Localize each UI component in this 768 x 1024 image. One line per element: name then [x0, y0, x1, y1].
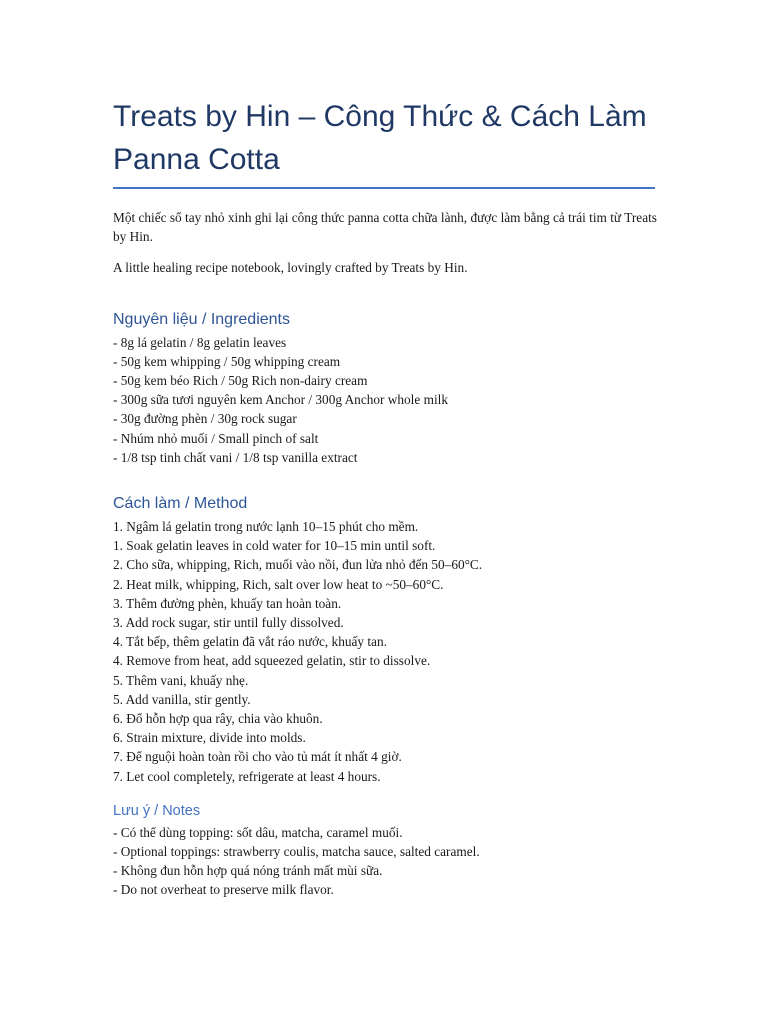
- notes-list: [113, 823, 658, 900]
- list-item: - Nhúm nhỏ muối / Small pinch of salt: [113, 430, 319, 446]
- method-step: 4. Tắt bếp, thêm gelatin đã vắt ráo nước, khuấy tan.: [113, 634, 387, 650]
- intro-english: A little healing recipe notebook, lovingly crafted by Treats by Hin.: [113, 260, 468, 276]
- list-item: - 1/8 tsp tinh chất vani / 1/8 tsp vanilla extract: [113, 449, 358, 465]
- list-item: - 30g đường phèn / 30g rock sugar: [113, 411, 297, 427]
- document-page: [113, 95, 658, 900]
- method-step: 1. Ngâm lá gelatin trong nước lạnh 10–15 phút cho mềm.: [113, 519, 419, 535]
- method-step: 4. Remove from heat, add squeezed gelatin, stir to dissolve.: [113, 653, 431, 669]
- list-item: - 50g kem béo Rich / 50g Rich non-dairy cream: [113, 373, 368, 389]
- method-steps: [113, 517, 658, 786]
- method-heading: Cách làm / Method: [113, 495, 248, 513]
- list-item: - 300g sữa tươi nguyên kem Anchor / 300g Anchor whole milk: [113, 392, 448, 408]
- list-item: - 50g kem whipping / 50g whipping cream: [113, 353, 341, 369]
- method-step: 6. Đổ hỗn hợp qua rây, chia vào khuôn.: [113, 711, 323, 727]
- note-item: - Không đun hỗn hợp quá nóng tránh mất mùi sữa.: [113, 863, 383, 879]
- list-item: - 8g lá gelatin / 8g gelatin leaves: [113, 334, 287, 350]
- method-step: 1. Soak gelatin leaves in cold water for 10–15 min until soft.: [113, 538, 436, 554]
- note-item: - Có thể dùng topping: sốt dâu, matcha, caramel muối.: [113, 824, 403, 840]
- note-item: - Do not overheat to preserve milk flavor.: [113, 882, 334, 898]
- method-step: 3. Add rock sugar, stir until fully dissolved.: [113, 615, 344, 631]
- method-step: 5. Thêm vani, khuấy nhẹ.: [113, 672, 249, 688]
- ingredients-list: [113, 333, 658, 467]
- ingredients-heading: Nguyên liệu / Ingredients: [113, 310, 290, 328]
- method-step: 2. Cho sữa, whipping, Rich, muối vào nồi, đun lửa nhỏ đến 50–60°C.: [113, 557, 483, 573]
- intro-vietnamese: Một chiếc sổ tay nhỏ xinh ghi lại công thức panna cotta chữa lành, được làm bằng cả trái tim từ Treats by Hin.: [113, 210, 657, 245]
- method-step: 7. Để nguội hoàn toàn rồi cho vào tủ mát ít nhất 4 giờ.: [113, 749, 402, 765]
- method-step: 7. Let cool completely, refrigerate at least 4 hours.: [113, 768, 381, 784]
- document-title: Treats by Hin – Công Thức & Cách Làm Panna Cotta: [113, 100, 647, 176]
- method-step: 5. Add vanilla, stir gently.: [113, 691, 251, 707]
- note-item: - Optional toppings: strawberry coulis, matcha sauce, salted caramel.: [113, 844, 480, 860]
- method-step: 6. Strain mixture, divide into molds.: [113, 730, 306, 746]
- title-divider: [113, 187, 655, 189]
- method-step: 3. Thêm đường phèn, khuấy tan hoàn toàn.: [113, 595, 342, 611]
- method-step: 2. Heat milk, whipping, Rich, salt over low heat to ~50–60°C.: [113, 576, 444, 592]
- notes-heading: Lưu ý / Notes: [113, 802, 201, 819]
